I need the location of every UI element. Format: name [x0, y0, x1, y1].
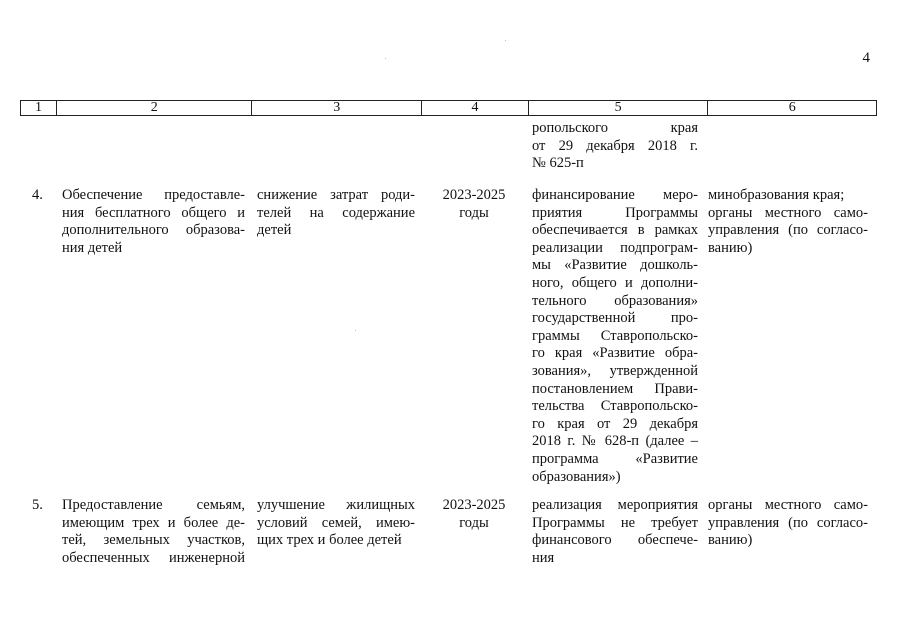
header-cell-5: 5 [529, 101, 709, 115]
text-line: ния [532, 549, 555, 566]
scan-speck [385, 58, 386, 59]
text-line: имеющим трех и более де- [62, 514, 245, 531]
text-line: минобразования края; [708, 187, 845, 203]
text-line: улучшение жилищных [257, 497, 415, 513]
text-line: приятия Программы [532, 204, 698, 221]
text-line: управления (по согласо- [708, 514, 868, 531]
text-line: условий семей, имею- [257, 514, 415, 531]
text-line: Программы не требует [532, 514, 698, 531]
text-line: зования», утвержденной [532, 362, 698, 379]
text-line: финансового обеспече- [532, 532, 698, 549]
text-line: щих трех и более детей [257, 532, 402, 549]
row-4-col3 [257, 187, 415, 240]
scan-speck [505, 40, 506, 41]
text-line: годы [459, 514, 489, 531]
text-line: 2023-2025 [442, 497, 506, 513]
text-line: ропольского края [532, 120, 698, 136]
header-cell-4: 4 [422, 101, 529, 115]
text-line: ного, общего и дополни- [532, 274, 698, 291]
text-line: № 625-п [532, 155, 584, 172]
text-line: телей на содержание [257, 204, 415, 221]
text-line: программа «Развитие [532, 450, 698, 467]
row-4-col5 [532, 187, 698, 486]
text-line: 2018 г. № 628-п (далее – [532, 433, 698, 450]
text-line: дополнительного образова- [62, 222, 245, 239]
text-line: обеспечивается в рамках [532, 222, 698, 239]
page-number: 4 [862, 50, 870, 66]
text-line: постановлением Прави- [532, 380, 698, 397]
header-cell-3: 3 [252, 101, 422, 115]
row-number: 4. [32, 187, 43, 203]
row-4-col2 [62, 187, 245, 257]
text-line: тельства Ставропольско- [532, 398, 698, 415]
text-line: детей [257, 222, 292, 239]
text-line: финансирование меро- [532, 187, 698, 203]
text-line: реализация мероприятия [532, 497, 698, 513]
scan-speck [355, 330, 356, 331]
text-line: го края «Развитие обра- [532, 345, 698, 362]
text-line: органы местного само- [708, 204, 868, 221]
text-line: органы местного само- [708, 497, 868, 513]
text-line: 2023-2025 [442, 187, 506, 203]
row-4-col4 [426, 187, 522, 222]
text-line: граммы Ставропольско- [532, 327, 698, 344]
text-line: ванию) [708, 532, 753, 549]
text-line: реализации подпрограм- [532, 239, 698, 256]
text-line: Предоставление семьям, [62, 497, 245, 513]
text-line: тельного образования» [532, 292, 698, 309]
header-cell-1: 1 [21, 101, 57, 115]
row-5-number [32, 497, 52, 515]
text-line: ния детей [62, 239, 123, 256]
text-line: тей, земельных участков, [62, 532, 245, 549]
continuation-col5 [532, 120, 698, 173]
row-5-col4 [426, 497, 522, 532]
row-5-col5 [532, 497, 698, 567]
text-line: снижение затрат роди- [257, 187, 415, 203]
row-5-col2 [62, 497, 245, 567]
text-line: годы [459, 204, 489, 221]
row-4-number [32, 187, 52, 205]
text-line: образования») [532, 468, 621, 485]
text-line: обеспеченных инженерной [62, 549, 245, 566]
row-5-col6 [708, 497, 868, 550]
text-line: Обеспечение предоставле- [62, 187, 245, 203]
text-line: государственной про- [532, 310, 698, 327]
text-line: го края от 29 декабря [532, 415, 698, 432]
row-4-col6 [708, 187, 868, 257]
header-cell-6: 6 [788, 100, 796, 115]
row-number: 5. [32, 497, 43, 513]
header-cell-2: 2 [57, 101, 253, 115]
text-line: ванию) [708, 239, 753, 256]
row-5-col3 [257, 497, 415, 550]
table-header-row [20, 100, 877, 116]
text-line: управления (по согласо- [708, 222, 868, 239]
text-line: ния бесплатного общего и [62, 204, 245, 221]
text-line: от 29 декабря 2018 г. [532, 137, 698, 154]
text-line: мы «Развитие дошколь- [532, 257, 698, 274]
